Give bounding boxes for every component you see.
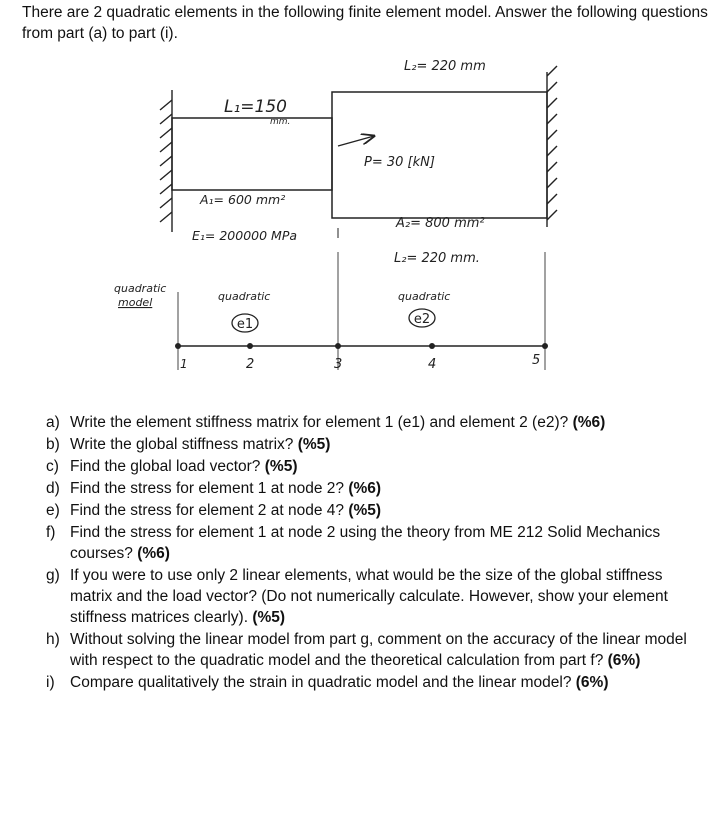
question-mark: (%6) bbox=[572, 414, 606, 431]
node-label-5: 5 bbox=[532, 353, 541, 368]
intro-text: There are 2 quadratic elements in the following finite element model. Answer the following questions from part (a) to part (i). bbox=[22, 4, 708, 42]
question-text: Find the stress for element 2 at node 4? bbox=[70, 502, 344, 519]
question-label: b) bbox=[46, 436, 60, 453]
fem-diagram bbox=[0, 52, 728, 382]
e2-type-label: quadratic bbox=[398, 290, 451, 303]
e1-label: e1 bbox=[236, 317, 254, 332]
question-label: e) bbox=[46, 502, 60, 519]
node-1 bbox=[175, 343, 181, 349]
question-e bbox=[46, 500, 706, 521]
question-label: i) bbox=[46, 674, 55, 691]
question-c bbox=[46, 456, 706, 477]
question-label: g) bbox=[46, 567, 60, 584]
L1-label: L₁=150 bbox=[224, 97, 287, 117]
question-mark: (6%) bbox=[607, 652, 641, 669]
L2-mid-label: L₂= 220 mm. bbox=[394, 251, 480, 266]
load-arrow bbox=[338, 136, 374, 146]
question-text: Write the global stiffness matrix? bbox=[70, 436, 294, 453]
question-text: Compare qualitatively the strain in quadratic model and the linear model? bbox=[70, 674, 572, 691]
fem-figure bbox=[0, 52, 728, 382]
question-text: Find the stress for element 1 at node 2 using the theory from ME 212 Solid Mechanics courses? bbox=[70, 524, 661, 562]
right-wall-support bbox=[547, 66, 557, 227]
node-label-4: 4 bbox=[428, 357, 437, 372]
node-4 bbox=[429, 343, 435, 349]
question-text: Without solving the linear model from part g, comment on the accuracy of the linear model with respect to the quadratic model and the theoretical calculation from part f? bbox=[70, 631, 687, 669]
question-text: Find the stress for element 1 at node 2? bbox=[70, 480, 344, 497]
node-2 bbox=[247, 343, 253, 349]
A2-label: A₂= 800 mm² bbox=[396, 216, 485, 231]
question-label: c) bbox=[46, 458, 59, 475]
question-d bbox=[46, 478, 706, 499]
question-mark: (%6) bbox=[348, 480, 382, 497]
question-list bbox=[46, 412, 706, 694]
question-text: If you were to use only 2 linear elements, what would be the size of the global stiffness matrix and the load vector? (Do not numerically calculate. However, show your element stiffness matrices clearly). bbox=[70, 567, 668, 626]
L2-top-label: L₂= 220 mm bbox=[404, 59, 486, 74]
L1-unit-label: mm. bbox=[270, 117, 291, 127]
question-mark: (%5) bbox=[264, 458, 298, 475]
node-label-3: 3 bbox=[334, 357, 343, 372]
load-label: P= 30 [kN] bbox=[364, 155, 435, 170]
question-g bbox=[46, 565, 706, 628]
node-5 bbox=[542, 343, 548, 349]
question-mark: (6%) bbox=[575, 674, 609, 691]
question-h bbox=[46, 629, 706, 671]
node-label-1: 1 bbox=[180, 357, 188, 371]
node-label-2: 2 bbox=[246, 357, 255, 372]
question-f bbox=[46, 522, 706, 564]
left-wall-support bbox=[160, 90, 172, 232]
question-text: Write the element stiffness matrix for element 1 (e1) and element 2 (e2)? bbox=[70, 414, 569, 431]
A1-label: A₁= 600 mm² bbox=[200, 192, 286, 207]
question-label: a) bbox=[46, 414, 60, 431]
question-label: f) bbox=[46, 524, 56, 541]
e2-label: e2 bbox=[413, 312, 431, 327]
model-label-model: model bbox=[118, 296, 153, 309]
model-label-quadratic: quadratic bbox=[114, 282, 167, 295]
e1-type-label: quadratic bbox=[218, 290, 271, 303]
question-mark: (%5) bbox=[297, 436, 331, 453]
E1-label: E₁= 200000 MPa bbox=[192, 228, 298, 243]
question-a bbox=[46, 412, 706, 433]
question-mark: (%5) bbox=[252, 609, 286, 626]
question-i bbox=[46, 672, 706, 693]
question-text: Find the global load vector? bbox=[70, 458, 261, 475]
question-mark: (%6) bbox=[137, 545, 170, 562]
bar-element-1 bbox=[172, 118, 332, 190]
question-label: h) bbox=[46, 631, 60, 648]
question-label: d) bbox=[46, 480, 60, 497]
question-b bbox=[46, 434, 706, 455]
node-3 bbox=[335, 343, 341, 349]
question-mark: (%5) bbox=[348, 502, 382, 519]
